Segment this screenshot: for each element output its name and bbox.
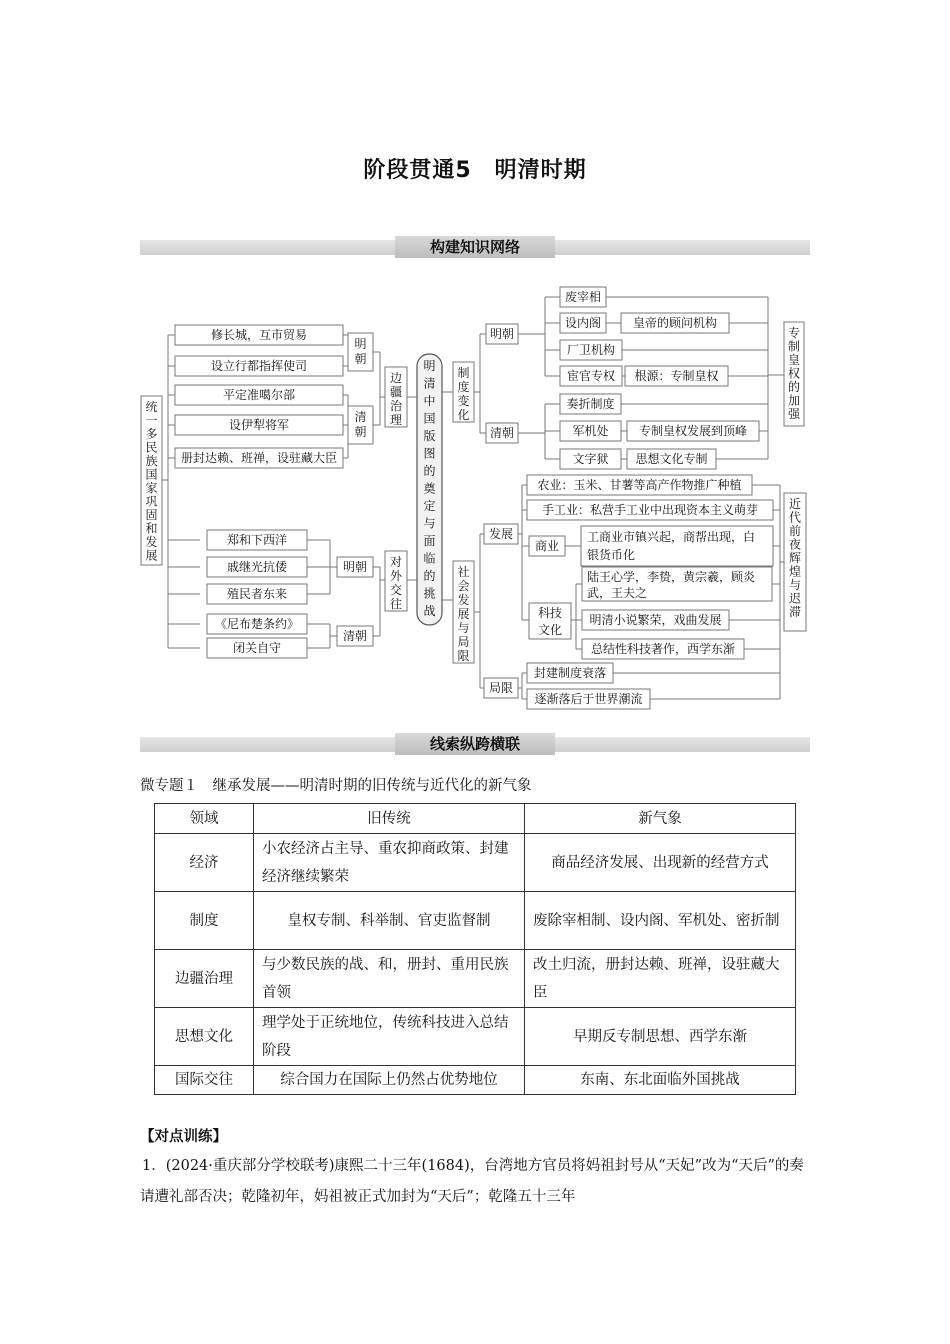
right-ming-label: 明朝 xyxy=(489,327,515,341)
practice-heading: 【对点训练】 xyxy=(140,1129,227,1145)
right-commerce-label: 商业 xyxy=(534,539,560,553)
right-item-limit-1: 封建制度衰落 xyxy=(533,666,607,680)
right-item-commerce-line1: 工商业市镇兴起，商帮出现，白 xyxy=(587,530,756,544)
right-scitech-label-2: 文化 xyxy=(537,623,563,637)
table-header-row xyxy=(155,804,796,834)
left-qing-label-2: 清朝 xyxy=(342,629,368,643)
right-item-nei-note: 皇帝的顾问机构 xyxy=(632,316,718,330)
table-header: 领域 xyxy=(155,804,254,834)
right-item-scitech-1a: 陆王心学，李贽，黄宗羲，顾炎 xyxy=(587,570,756,584)
table-header: 新气象 xyxy=(525,804,796,834)
right-item-zou: 奏折制度 xyxy=(566,397,615,411)
right-scitech-label: 科技 xyxy=(537,606,563,620)
table-row xyxy=(155,950,796,1008)
right-item-chang: 厂卫机构 xyxy=(566,343,616,357)
table-cell: 改土归流，册封达赖、班禅，设驻藏大臣 xyxy=(525,950,796,1008)
table-cell: 东南、东北面临外国挑战 xyxy=(525,1066,796,1095)
right-item-fei: 废宰相 xyxy=(564,290,602,304)
subtopic-title: 微专题１ 继承发展——明清时期的旧传统与近代化的新气象 xyxy=(140,778,532,794)
left-item-1: 设立行都指挥使司 xyxy=(210,359,308,373)
mindmap-center-label: 明清中国版图的奠定与面临的挑战 xyxy=(423,359,436,618)
section-band-label-2: 线索纵跨横联 xyxy=(395,733,555,755)
left-item-6: 戚继光抗倭 xyxy=(226,560,288,574)
left-branch-border-label: 边疆治理 xyxy=(389,371,403,427)
table-cell: 皇权专制、科举制、官吏监督制 xyxy=(254,892,525,950)
left-item-7: 殖民者东来 xyxy=(226,587,288,601)
right-item-nei: 设内阁 xyxy=(564,316,602,330)
right-qing-label: 清朝 xyxy=(489,426,515,440)
right-branch-system-label: 制度变化 xyxy=(457,366,470,422)
right-item-limit-2: 逐渐落后于世界潮流 xyxy=(534,692,643,706)
left-item-9: 闭关自守 xyxy=(232,641,282,655)
table-cell: 早期反专制思想、西学东渐 xyxy=(525,1008,796,1066)
right-item-wen: 文字狱 xyxy=(572,452,609,466)
table-cell: 制度 xyxy=(155,892,254,950)
table-row xyxy=(155,1008,796,1066)
left-qing-label: 清朝 xyxy=(354,410,367,439)
right-item-wen-note: 思想文化专制 xyxy=(635,452,708,466)
table-cell: 理学处于正统地位，传统科技进入总结阶段 xyxy=(254,1008,525,1066)
right-item-huan: 宦官专权 xyxy=(566,369,616,383)
right-item-jun: 军机处 xyxy=(572,424,609,438)
table-row xyxy=(155,834,796,892)
table-cell: 综合国力在国际上仍然占优势地位 xyxy=(254,1066,525,1095)
right-item-scitech-1b: 武，王夫之 xyxy=(587,586,648,600)
left-ming-label: 明朝 xyxy=(354,337,367,366)
table-cell: 废除宰相制、设内阁、军机处、密折制 xyxy=(525,892,796,950)
right-item-huan-note: 根源：专制皇权 xyxy=(634,369,719,383)
table-row xyxy=(155,892,796,950)
right-item-agri: 农业：玉米、甘薯等高产作物推广种植 xyxy=(537,478,742,492)
table-cell: 小农经济占主导、重农抑商政策、封建经济继续繁荣 xyxy=(254,834,525,892)
table-cell: 边疆治理 xyxy=(155,950,254,1008)
table-cell: 思想文化 xyxy=(155,1008,254,1066)
comparison-table xyxy=(154,803,796,1095)
right-branch-society-label: 社会发展与局限 xyxy=(457,565,470,663)
right-develop-label: 发展 xyxy=(488,527,514,541)
left-ming-label-2: 明朝 xyxy=(342,560,368,574)
mindmap-left-outer-label: 统一多民族国家巩固和发展 xyxy=(145,400,158,563)
left-item-8: 《尼布楚条约》 xyxy=(214,617,300,631)
left-item-2: 平定准噶尔部 xyxy=(222,388,296,402)
table-cell: 国际交往 xyxy=(155,1066,254,1095)
table-cell: 与少数民族的战、和，册封、重用民族首领 xyxy=(254,950,525,1008)
right-item-commerce-line2: 银货币化 xyxy=(587,548,636,562)
table-cell: 商品经济发展、出现新的经营方式 xyxy=(525,834,796,892)
table-header: 旧传统 xyxy=(254,804,525,834)
left-item-0: 修长城，互市贸易 xyxy=(210,328,308,342)
right-item-scitech-2: 明清小说繁荣，戏曲发展 xyxy=(589,613,722,627)
left-item-4: 册封达赖、班禅，设驻藏大臣 xyxy=(180,451,338,465)
right-item-scitech-3: 总结性科技著作，西学东渐 xyxy=(590,642,736,656)
left-item-5: 郑和下西洋 xyxy=(226,533,288,547)
left-item-3: 设伊犁将军 xyxy=(228,418,290,432)
question-1: 1．(2024·重庆部分学校联考)康熙二十三年(1684)，台湾地方官员将妈祖封号从“天妃”改为“天后”的奏请遭礼部否决；乾隆初年，妈祖被正式加封为“天后”；乾隆五十三年 xyxy=(140,1158,804,1205)
right-outer-top-label: 专制皇权的加强 xyxy=(787,326,801,421)
page-title: 阶段贯通5 明清时期 xyxy=(363,158,587,183)
right-item-craft: 手工业：私营手工业中出现资本主义萌芽 xyxy=(541,503,759,517)
table-row xyxy=(155,1066,796,1095)
right-item-jun-note: 专制皇权发展到顶峰 xyxy=(638,424,748,438)
right-limit-label: 局限 xyxy=(488,681,514,695)
section-band-label: 构建知识网络 xyxy=(395,236,555,258)
table-cell: 经济 xyxy=(155,834,254,892)
right-outer-bottom-label: 近代前夜辉煌与迟滞 xyxy=(788,497,802,619)
left-branch-foreign-label: 对外交往 xyxy=(389,555,403,611)
section-band-clues xyxy=(140,733,810,755)
